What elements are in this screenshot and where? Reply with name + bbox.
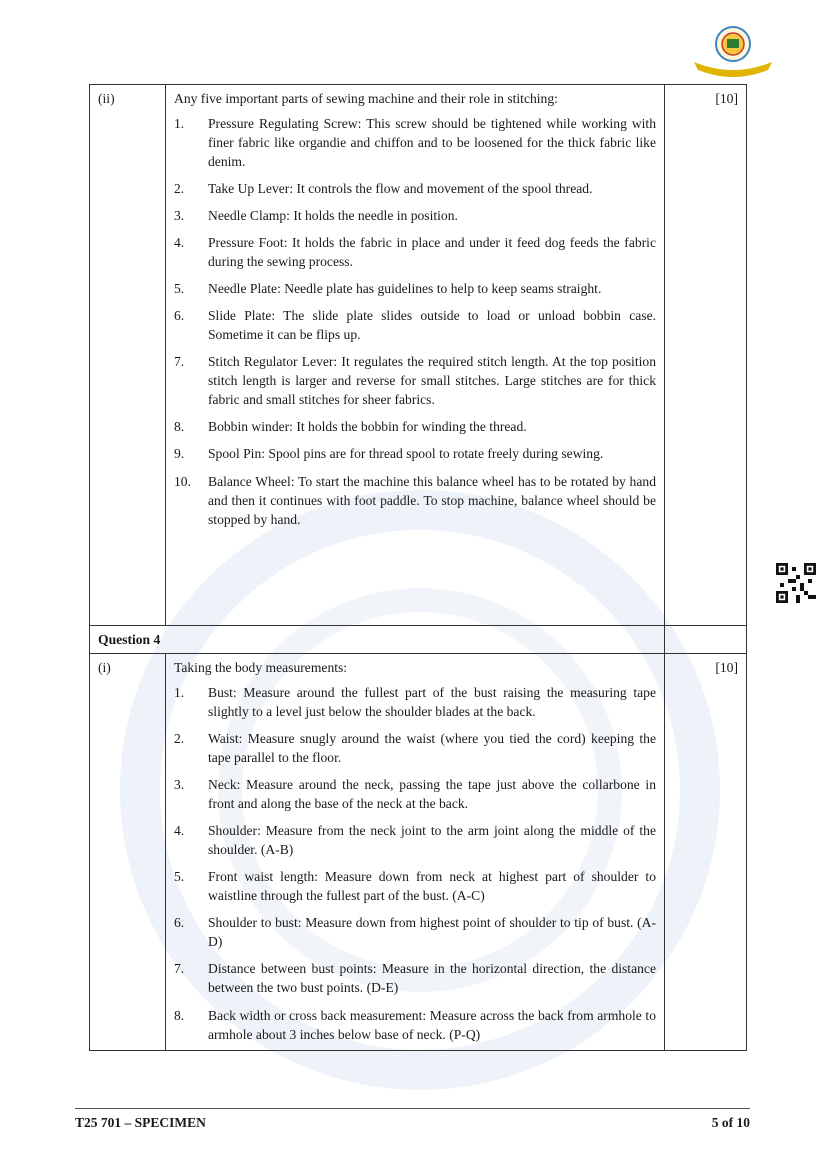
- board-logo: [690, 22, 776, 78]
- list-item: 5. Needle Plate: Needle plate has guidelines to help to keep seams straight.: [174, 281, 602, 297]
- list-item: 4. Pressure Foot: It holds the fabric in place and under it feed dog feeds the fabric during the sewing process.: [174, 235, 656, 270]
- page-number: 5 of 10: [711, 1115, 750, 1130]
- list-item: 8. Back width or cross back measurement: Measure across the back from armhole to armhole about 3 inches below base of neck. (P-Q): [174, 1007, 656, 1042]
- question-header-marks-cell: [665, 626, 747, 654]
- part-label: (i): [90, 654, 166, 1051]
- list-item: 7. Distance between bust points: Measure in the horizontal direction, the distance between the two bust points. (D-E): [174, 961, 656, 996]
- marks-label: [10]: [665, 85, 747, 626]
- answer-intro: Any five important parts of sewing machine and their role in stitching:: [174, 91, 558, 106]
- answer-cell: [166, 85, 665, 626]
- qr-code-icon: [776, 563, 816, 603]
- list-item: 7. Stitch Regulator Lever: It regulates the required stitch length. At the top position stitch length is larger and reverse for small stitches. Large stitches are for thick fabric and small stitches for sheer fabrics.: [174, 354, 656, 408]
- answer-points: [174, 683, 656, 1044]
- list-item: 1. Bust: Measure around the fullest part of the bust raising the measuring tape slightly to a level just below the shoulder blades at the back.: [174, 685, 656, 720]
- marking-scheme-table: [89, 84, 747, 1051]
- part-label: (ii): [90, 85, 166, 626]
- list-item: 8. Bobbin winder: It holds the bobbin for winding the thread.: [174, 419, 527, 435]
- footer-divider: [75, 1108, 750, 1109]
- list-item: 6. Slide Plate: The slide plate slides outside to load or unload bobbin case. Sometime it can be flips up.: [174, 308, 656, 343]
- paper-code: T25 701 – SPECIMEN: [75, 1115, 206, 1130]
- list-item: 2. Take Up Lever: It controls the flow and movement of the spool thread.: [174, 181, 593, 197]
- list-item: 5. Front waist length: Measure down from neck at highest part of shoulder to waistline through the fullest part of the bust. (A-C): [174, 869, 656, 904]
- list-item: 4. Shoulder: Measure from the neck joint to the arm joint along the middle of the shoulder. (A-B): [174, 823, 656, 858]
- answer-intro: Taking the body measurements:: [174, 660, 348, 676]
- question-header-row: [90, 626, 747, 654]
- answer-row-i: [90, 654, 747, 1051]
- answer-row-ii: [90, 85, 747, 626]
- list-item: 3. Needle Clamp: It holds the needle in position.: [174, 208, 458, 224]
- marks-label: [10]: [665, 654, 747, 1051]
- answer-cell: [166, 654, 665, 1051]
- list-item: 10. Balance Wheel: To start the machine this balance wheel has to be rotated by hand and then it continues with foot paddle. To stop machine, balance wheel should be stopped by hand.: [174, 473, 656, 527]
- question-title: Question 4: [90, 626, 665, 654]
- list-item: 3. Neck: Measure around the neck, passing the tape just above the collarbone in front and along the base of the neck at the back.: [174, 777, 656, 812]
- answer-points: [174, 114, 656, 529]
- list-item: 6. Shoulder to bust: Measure down from highest point of shoulder to tip of bust. (A-D): [174, 915, 656, 950]
- list-item: 9. Spool Pin: Spool pins are for thread spool to rotate freely during sewing.: [174, 446, 604, 462]
- list-item: 1. Pressure Regulating Screw: This screw should be tightened while working with finer fabric like organdie and chiffon and to be loosened for the thick fabric like denim.: [174, 116, 656, 170]
- list-item: 2. Waist: Measure snugly around the waist (where you tied the cord) keeping the tape parallel to the floor.: [174, 731, 656, 766]
